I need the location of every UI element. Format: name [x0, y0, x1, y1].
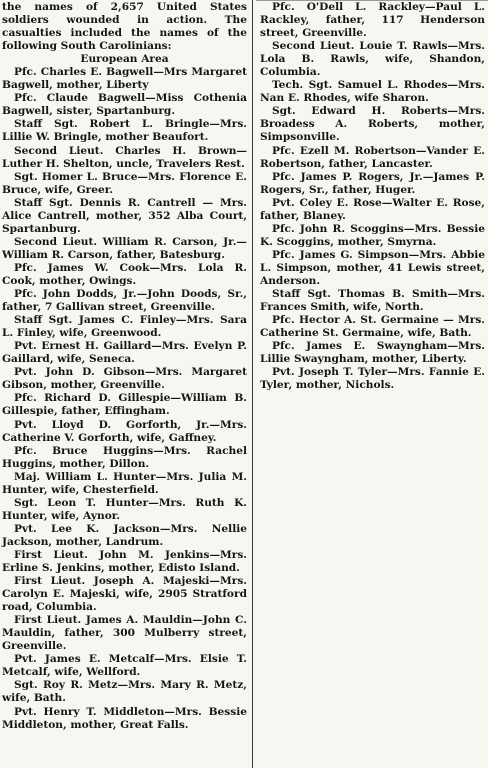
casualty-entry: First Lieut. James A. Mauldin—John C. Mauldin, father, 300 Mulberry street, Greenville. [2, 614, 247, 653]
column-rule [252, 0, 253, 768]
casualty-entry: First Lieut. Joseph A. Majeski—Mrs. Carolyn E. Majeski, wife, 2905 Stratford road, Columbia. [2, 575, 247, 614]
intro-paragraph: the names of 2,657 United States soldiers wounded in action. The casualties included the names of the following South Carolinians: [2, 1, 247, 53]
casualty-entry: Pvt. John D. Gibson—Mrs. Margaret Gibson, mother, Greenville. [2, 366, 247, 392]
casualty-entry: Pvt. Coley E. Rose—Walter E. Rose, father, Blaney. [260, 196, 485, 222]
casualty-entry: Pfc. Claude Bagwell—Miss Cothenia Bagwell, sister, Spartanburg. [2, 92, 247, 118]
casualty-entry: Second Lieut. Charles H. Brown—Luther H. Shelton, uncle, Travelers Rest. [2, 144, 247, 170]
casualty-entry: Second Lieut. Louie T. Rawls—Mrs. Lola B. Rawls, wife, Shandon, Columbia. [260, 40, 485, 79]
casualty-entry: Pfc. John R. Scoggins—Mrs. Bessie K. Scoggins, mother, Smyrna. [260, 222, 485, 248]
casualty-entry: Pfc. James E. Swayngham—Mrs. Lillie Swayngham, mother, Liberty. [260, 340, 485, 366]
casualty-entry: Pvt. Joseph T. Tyler—Mrs. Fannie E. Tyler, mother, Nichols. [260, 366, 485, 392]
casualty-entry: Pfc. Bruce Huggins—Mrs. Rachel Huggins, mother, Dillon. [2, 444, 247, 470]
casualty-entry: Staff Sgt. Thomas B. Smith—Mrs. Frances Smith, wife, North. [260, 288, 485, 314]
casualty-entry: Pfc. O'Dell L. Rackley—Paul L. Rackley, father, 117 Henderson street, Greenville. [260, 1, 485, 40]
casualty-entry: Pfc. Charles E. Bagwell—Mrs Margaret Bagwell, mother, Liberty [2, 66, 247, 92]
casualty-entry: Pvt. Henry T. Middleton—Mrs. Bessie Middleton, mother, Great Falls. [2, 705, 247, 731]
right-column [256, 0, 488, 768]
casualty-entry: Pvt. Ernest H. Gaillard—Mrs. Evelyn P. Gaillard, wife, Seneca. [2, 340, 247, 366]
casualty-entry: Staff Sgt. James C. Finley—Mrs. Sara L. Finley, wife, Greenwood. [2, 314, 247, 340]
casualty-entry: Pfc. Ezell M. Robertson—Vander E. Robertson, father, Lancaster. [260, 144, 485, 170]
casualty-entry: Staff Sgt. Dennis R. Cantrell — Mrs. Alice Cantrell, mother, 352 Alba Court, Spartanburg. [2, 196, 247, 235]
casualty-entry: Pvt. James E. Metcalf—Mrs. Elsie T. Metcalf, wife, Wellford. [2, 653, 247, 679]
casualty-entry: Pfc. James W. Cook—Mrs. Lola R. Cook, mother, Owings. [2, 261, 247, 287]
left-column [2, 0, 250, 768]
casualty-entry: Sgt. Homer L. Bruce—Mrs. Florence E. Bruce, wife, Greer. [2, 170, 247, 196]
casualty-entry: Pfc. Hector A. St. Germaine — Mrs. Catherine St. Germaine, wife, Bath. [260, 314, 485, 340]
casualty-entry: Pfc. Richard D. Gillespie—William B. Gillespie, father, Effingham. [2, 392, 247, 418]
casualty-entry: Sgt. Edward H. Roberts—Mrs. Broadess A. Roberts, mother, Simpsonville. [260, 105, 485, 144]
casualty-entry: Second Lieut. William R. Carson, Jr.—William R. Carson, father, Batesburg. [2, 235, 247, 261]
casualty-entry: Maj. William L. Hunter—Mrs. Julia M. Hunter, wife, Chesterfield. [2, 470, 247, 496]
casualty-entry: First Lieut. John M. Jenkins—Mrs. Erline S. Jenkins, mother, Edisto Island. [2, 548, 247, 575]
casualty-entry: Pvt. Lloyd D. Gorforth, Jr.—Mrs. Catherine V. Gorforth, wife, Gaffney. [2, 418, 247, 444]
casualty-entry: Staff Sgt. Robert L. Bringle—Mrs. Lillie W. Bringle, mother Beaufort. [2, 118, 247, 144]
casualty-entry: Tech. Sgt. Samuel L. Rhodes—Mrs. Nan E. Rhodes, wife Sharon. [260, 79, 485, 105]
casualty-entry: Pvt. Lee K. Jackson—Mrs. Nellie Jackson, mother, Landrum. [2, 522, 247, 548]
casualty-entry: Pfc. John Dodds, Jr.—John Doods, Sr., father, 7 Gallivan street, Greenville. [2, 288, 247, 314]
casualty-entry: Pfc. James P. Rogers, Jr.—James P. Rogers, Sr., father, Huger. [260, 170, 485, 196]
casualty-entry: Sgt. Leon T. Hunter—Mrs. Ruth K. Hunter, wife, Aynor. [2, 496, 247, 522]
casualty-entry: Pfc. James G. Simpson—Mrs. Abbie L. Simpson, mother, 41 Lewis street, Anderson. [260, 248, 485, 287]
casualty-entry: Sgt. Roy R. Metz—Mrs. Mary R. Metz, wife, Bath. [2, 679, 247, 705]
section-heading: European Area [80, 53, 169, 66]
